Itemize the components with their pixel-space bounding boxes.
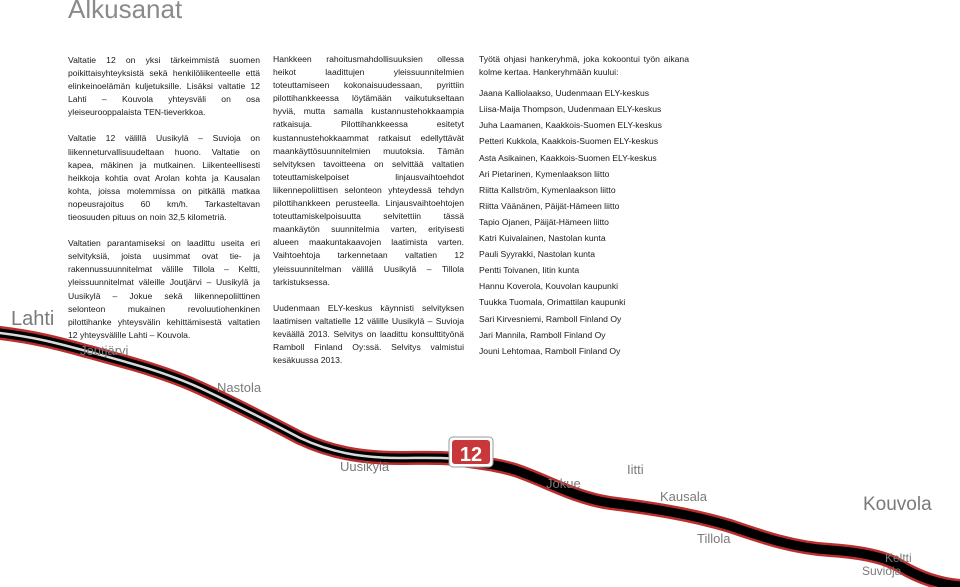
list-item: Jari Mannila, Ramboll Finland Oy (479, 329, 606, 340)
place-label-suvioja: Suvioja (862, 564, 902, 578)
paragraph: Uudenmaan ELY-keskus käynnisti selvityksen laatimisen valtatielle 12 välille Uusikylä – Suvioja keväällä 2013. Selvitys on laadittu konsulttityönä Ramboll Finland Oy:ssä. Selvitys valmistui kesäkuussa 2013. (273, 302, 464, 366)
place-label-keltti: Keltti (885, 551, 912, 565)
list-item: Jaana Kalliolaakso, Uudenmaan ELY-keskus (479, 88, 650, 99)
list-item: Katri Kuivalainen, Nastolan kunta (479, 233, 606, 244)
list-item: Petteri Kukkola, Kaakkois-Suomen ELY-keskus (479, 136, 659, 147)
paragraph: Valtatie 12 on yksi tärkeimmistä suomen poikittaisyhteyksistä sekä henkilöliikenteelle että elinkeinoelämän kuljetuksille. Lisäksi valtatie 12 Lahti – Kouvola yhteysväli on osa yleiseurooppalaista TEN-tieverkkoa. (68, 55, 260, 118)
place-label-kouvola: Kouvola (863, 494, 932, 515)
list-item: Tuukka Tuomala, Orimattilan kaupunki (479, 297, 626, 308)
place-label-kausala: Kausala (660, 489, 707, 504)
project-group-intro: Työtä ohjasi hankeryhmä, joka kokoontui työn aikana kolme kertaa. Hankeryhmään kuului: (479, 54, 689, 78)
list-item: Liisa-Maija Thompson, Uudenmaan ELY-keskus (479, 104, 662, 115)
road-number: 12 (459, 444, 483, 466)
paragraph: Valtatien parantamiseksi on laadittu useita eri selvityksiä, joista uusimmat ovat tie- ja rakennussuunnitelmat välille Tillola – Keltti, yleissuunnitelmat väleille Joutjärvi – Uusikylä ja Uusikylä – Jokue sekä liikennepoliittinen selonteon mukainen revoluutiohenkinen pilottihanke yhteysvälin kehittämisestä valtatien 12 yhteysvälille Lahti – Kouvola. (68, 238, 260, 340)
list-item: Pauli Syyrakki, Nastolan kunta (479, 249, 596, 260)
paragraph: Valtatie 12 välillä Uusikylä – Suvioja on liikenneturvallisuudeltaan huono. Valtatie on kapea, mäkinen ja mutkainen. Liikenteellisesti heikkoja kohtia ovat Arolan kohta ja Kausalan kohta, joissa molemmissa on pitkällä matkaa nopeusrajoitus 60 km/h. Tarkasteltavan tieosuuden pituus on noin 32,5 kilometriä. (68, 133, 260, 223)
list-item: Ari Pietarinen, Kymenlaakson liitto (479, 168, 610, 179)
place-label-tillola: Tillola (697, 531, 731, 546)
list-item: Asta Asikainen, Kaakkois-Suomen ELY-keskus (479, 152, 657, 163)
place-label-joutjarvi: Joutjärvi (80, 343, 129, 358)
list-item: Pentti Toivanen, Iitin kunta (479, 265, 580, 276)
paragraph: Hankkeen rahoitusmahdollisuuksien ollessa heikot laadittujen yleissuunnitelmien toteuttamiseen kokonaisuudessaan, pyrittiin pilottihankkeessa löytämään vaikutukseltaan hyviä, mutta samalla kustannustehokkaampia ratkaisuja. Pilottihankkeessa esitetyt kustannustehokkaammat ratkaisut edellyttävät maankäyttösuunnitelmien muutoksia. Tämän selvityksen tavoitteena on selvittää valtatien toteuttamiskelpoiset linjausvaihtoehdot liikennepoliittisen selonteon yhteydessä tehdyn pilottihankkeen perusteella. Linjausvaihtoehtojen toteuttamiskelpoisuutta selvitettiin tässä maankäytön suunnitelmia varten, erityisesti alueen maakuntakaavojen laatimista varten. Vaihtoehtoja tarkennetaan valtatien 12 yleissuunnitelman välillä Uusikylä – Tillola tarkistuksessa. (273, 54, 464, 287)
list-item: Jouni Lehtomaa, Ramboll Finland Oy (479, 345, 621, 356)
place-label-iitti: Iitti (627, 462, 644, 477)
list-item: Riitta Kallström, Kymenlaakson liitto (479, 184, 616, 195)
place-label-jokue: Jokue (546, 476, 581, 491)
list-item: Riitta Väänänen, Päijät-Hämeen liitto (479, 200, 620, 211)
place-label-nastola: Nastola (217, 380, 262, 395)
list-item: Sari Kirvesniemi, Ramboll Finland Oy (479, 313, 622, 324)
road-number-sign (449, 437, 493, 467)
place-label-lahti: Lahti (11, 308, 55, 330)
place-label-uusikyla: Uusikylä (340, 459, 390, 474)
page-title: Alkusanat (68, 0, 183, 24)
list-item: Juha Laamanen, Kaakkois-Suomen ELY-keskus (479, 120, 662, 131)
list-item: Hannu Koverola, Kouvolan kaupunki (479, 281, 619, 292)
list-item: Tapio Ojanen, Päijät-Hämeen liitto (479, 216, 609, 227)
